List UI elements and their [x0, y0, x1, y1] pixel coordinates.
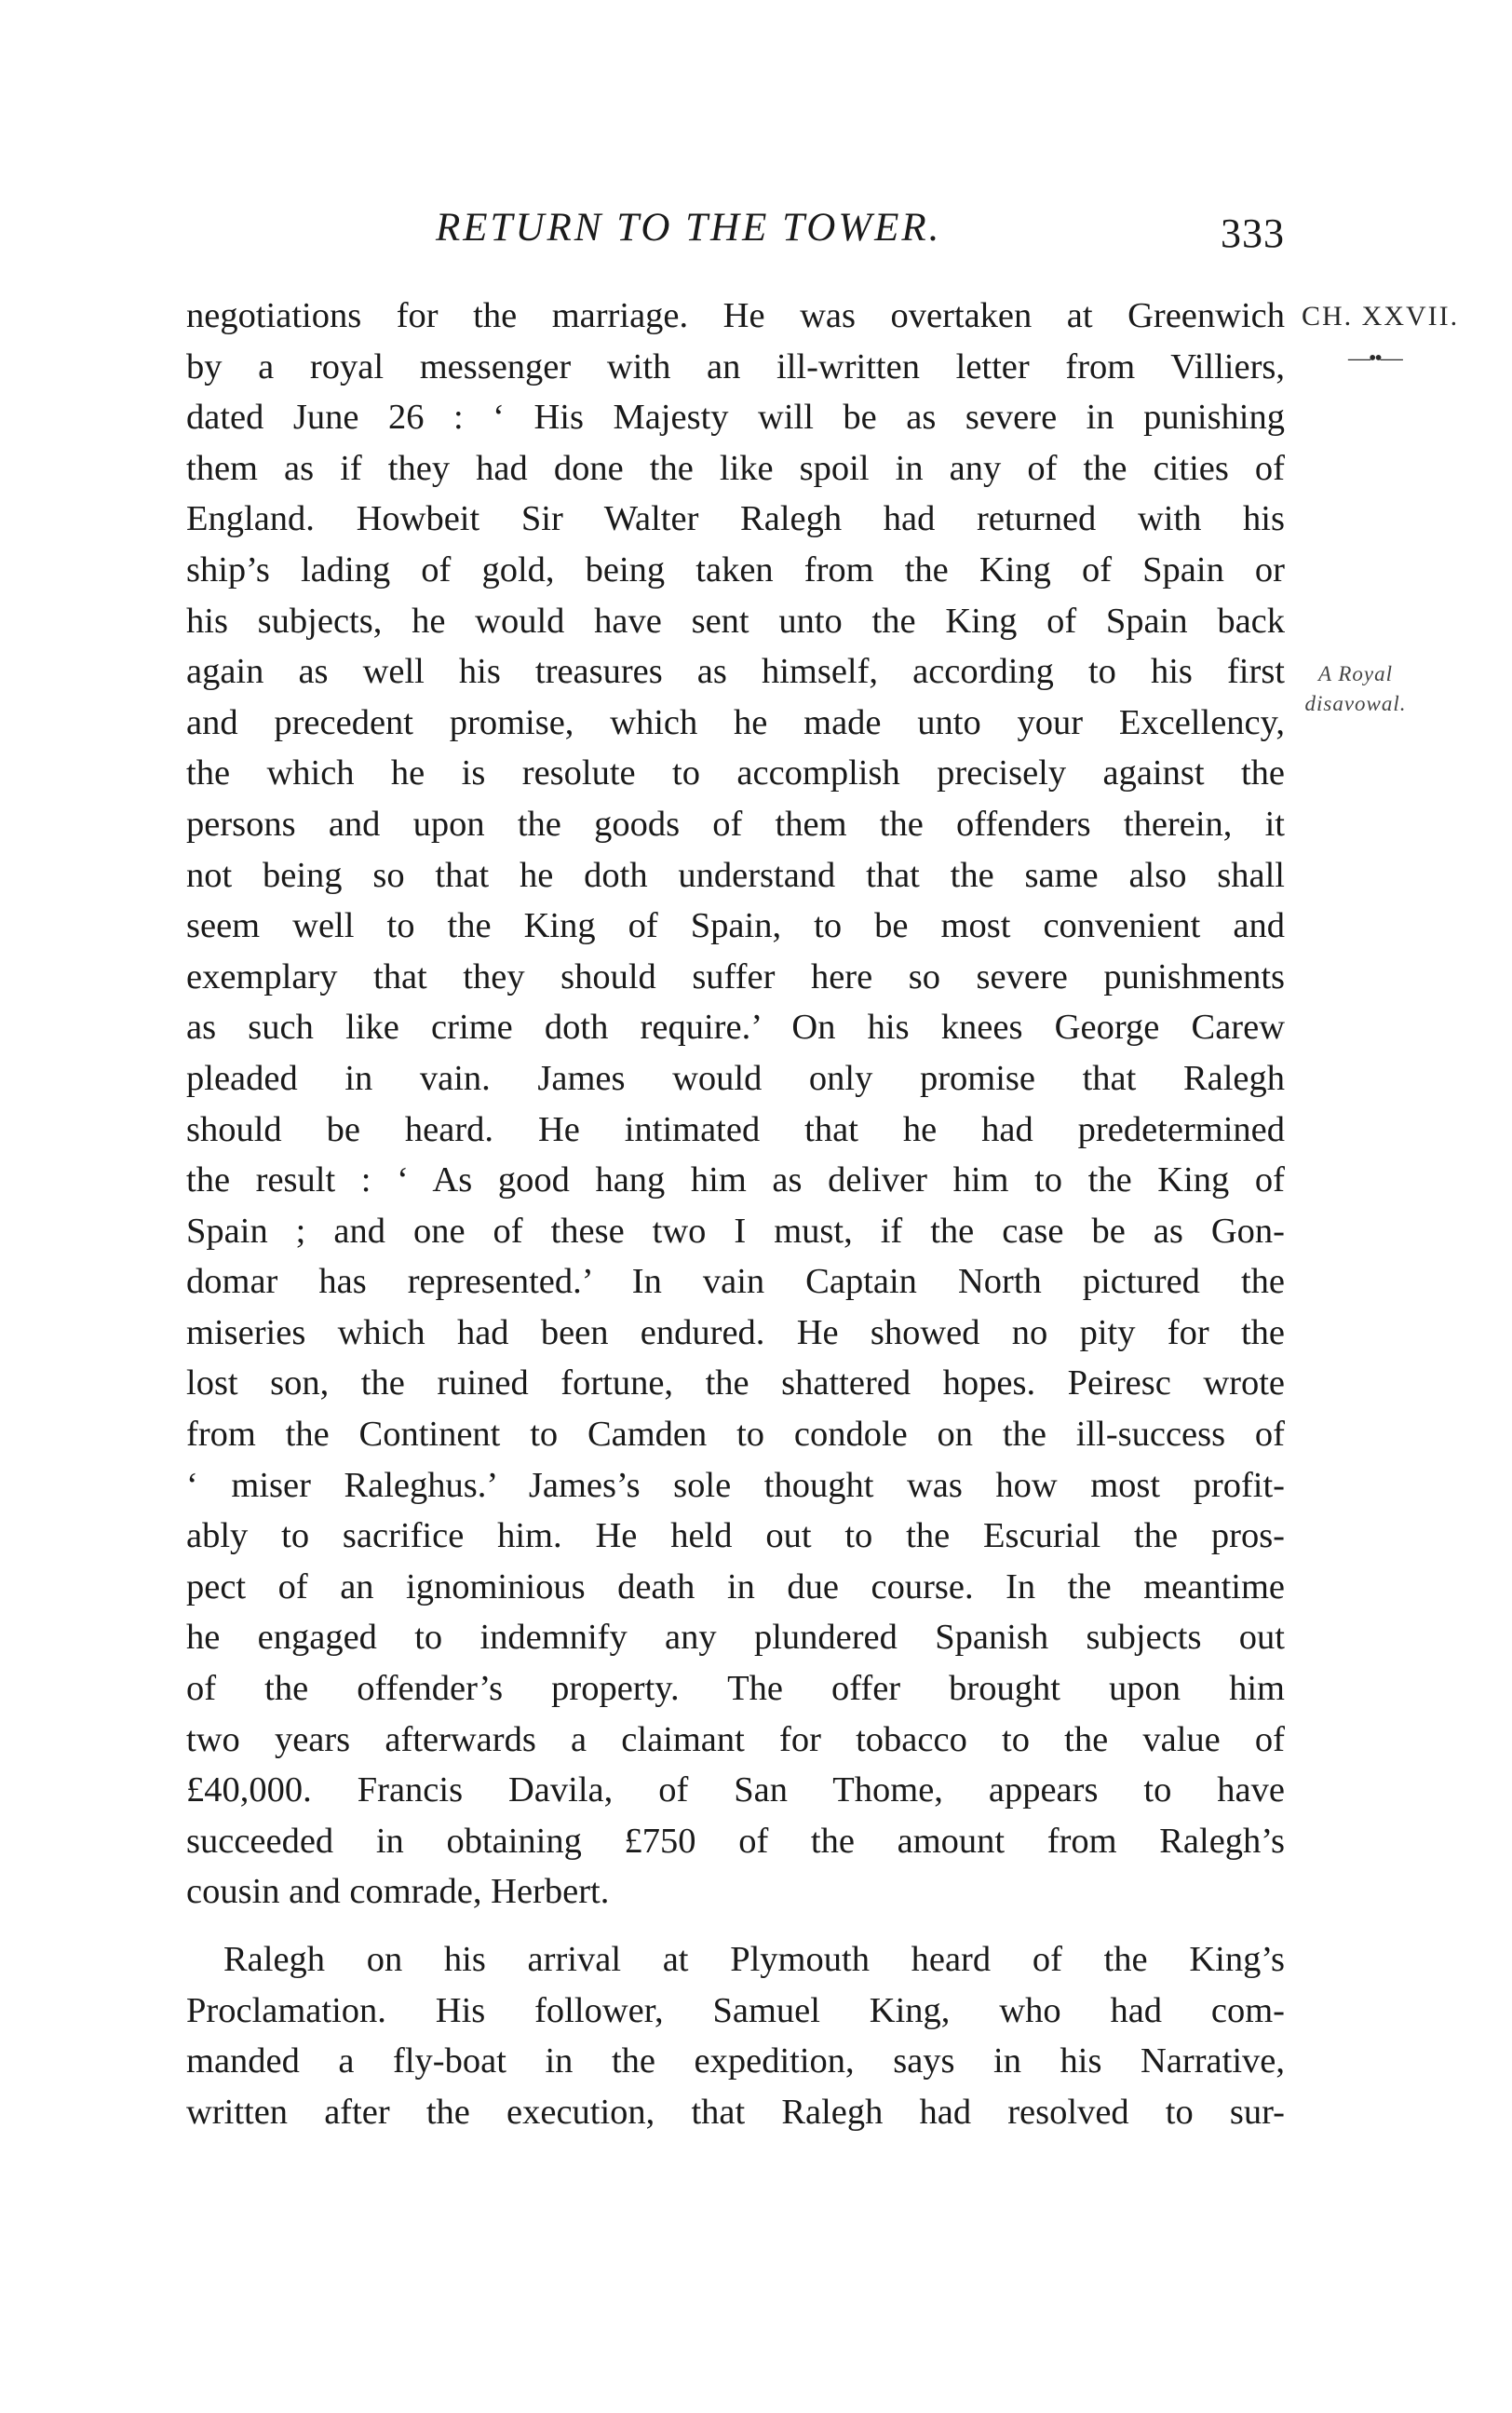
- text-line: domar has represented.’ In vain Captain North pictured the: [186, 1262, 1285, 1302]
- running-head: [186, 200, 1285, 256]
- chapter-marker: CH. XXVII.: [1302, 301, 1460, 332]
- text-line: not being so that he doth understand that the same also shall: [186, 855, 1285, 895]
- text-line: pect of an ignominious death in due course. In the meantime: [186, 1566, 1285, 1606]
- text-line: of the offender’s property. The offer brought upon him: [186, 1669, 1285, 1709]
- text-line: Proclamation. His follower, Samuel King, who had com-: [186, 1990, 1285, 2030]
- body-text: [186, 291, 1285, 2137]
- text-line: as such like crime doth require.’ On his knees George Carew: [186, 1008, 1285, 1048]
- text-line: ship’s lading of gold, being taken from the King of Spain or: [186, 549, 1285, 590]
- text-line: England. Howbeit Sir Walter Ralegh had returned with his: [186, 499, 1285, 539]
- text-line: ably to sacrifice him. He held out to the Escurial the pros-: [186, 1516, 1285, 1556]
- margin-note-line: A Royal: [1317, 662, 1394, 685]
- text-line: succeeded in obtaining £750 of the amount from Ralegh’s: [186, 1821, 1285, 1861]
- text-line: and precedent promise, which he made unto your Excellency,: [186, 702, 1285, 742]
- text-line: he engaged to indemnify any plundered Spanish subjects out: [186, 1618, 1285, 1658]
- paragraph-gap: [186, 1918, 1285, 1934]
- page-number: 333: [1221, 210, 1285, 256]
- text-line: written after the execution, that Ralegh had resolved to sur-: [186, 2092, 1285, 2132]
- paragraph: [186, 1934, 1285, 2137]
- text-line: the result : ‘ As good hang him as deliver him to the King of: [186, 1160, 1285, 1200]
- text-line: again as well his treasures as himself, according to his first: [186, 652, 1285, 692]
- text-line: Ralegh on his arrival at Plymouth heard of the King’s: [223, 1940, 1285, 1979]
- margin-note-line: disavowal.: [1304, 692, 1407, 715]
- text-line: Spain ; and one of these two I must, if the case be as Gon-: [186, 1211, 1285, 1251]
- text-line: seem well to the King of Spain, to be most convenient and: [186, 906, 1285, 946]
- text-line: by a royal messenger with an ill-written letter from Villiers,: [186, 346, 1285, 386]
- text-line: exemplary that they should suffer here so severe punishments: [186, 956, 1285, 996]
- text-line: dated June 26 : ‘ His Majesty will be as severe in punishing: [186, 398, 1285, 438]
- text-line: persons and upon the goods of them the offenders therein, it: [186, 804, 1285, 844]
- text-line: miseries which had been endured. He showed no pity for the: [186, 1312, 1285, 1352]
- text-line: ‘ miser Raleghus.’ James’s sole thought was how most profit-: [186, 1465, 1285, 1505]
- running-title: RETURN TO THE TOWER.: [436, 206, 942, 250]
- ornament-dash: —••—: [1348, 346, 1401, 371]
- text-line: pleaded in vain. James would only promise that Ralegh: [186, 1058, 1285, 1098]
- text-line: two years afterwards a claimant for tobacco to the value of: [186, 1719, 1285, 1759]
- text-line: his subjects, he would have sent unto the King of Spain back: [186, 601, 1285, 641]
- text-line: £40,000. Francis Davila, of San Thome, appears to have: [186, 1770, 1285, 1810]
- text-line: should be heard. He intimated that he had predetermined: [186, 1109, 1285, 1149]
- text-line: cousin and comrade, Herbert.: [186, 1872, 610, 1912]
- text-line: the which he is resolute to accomplish precisely against the: [186, 753, 1285, 793]
- text-line: negotiations for the marriage. He was overtaken at Greenwich: [186, 296, 1285, 335]
- text-line: from the Continent to Camden to condole on the ill-success of: [186, 1415, 1285, 1455]
- text-line: them as if they had done the like spoil in any of the cities of: [186, 448, 1285, 488]
- paragraph: [186, 291, 1285, 1918]
- text-line: lost son, the ruined fortune, the shattered hopes. Peiresc wrote: [186, 1363, 1285, 1403]
- text-line: manded a fly-boat in the expedition, says in his Narrative,: [186, 2041, 1285, 2081]
- margin-note: [1281, 659, 1430, 719]
